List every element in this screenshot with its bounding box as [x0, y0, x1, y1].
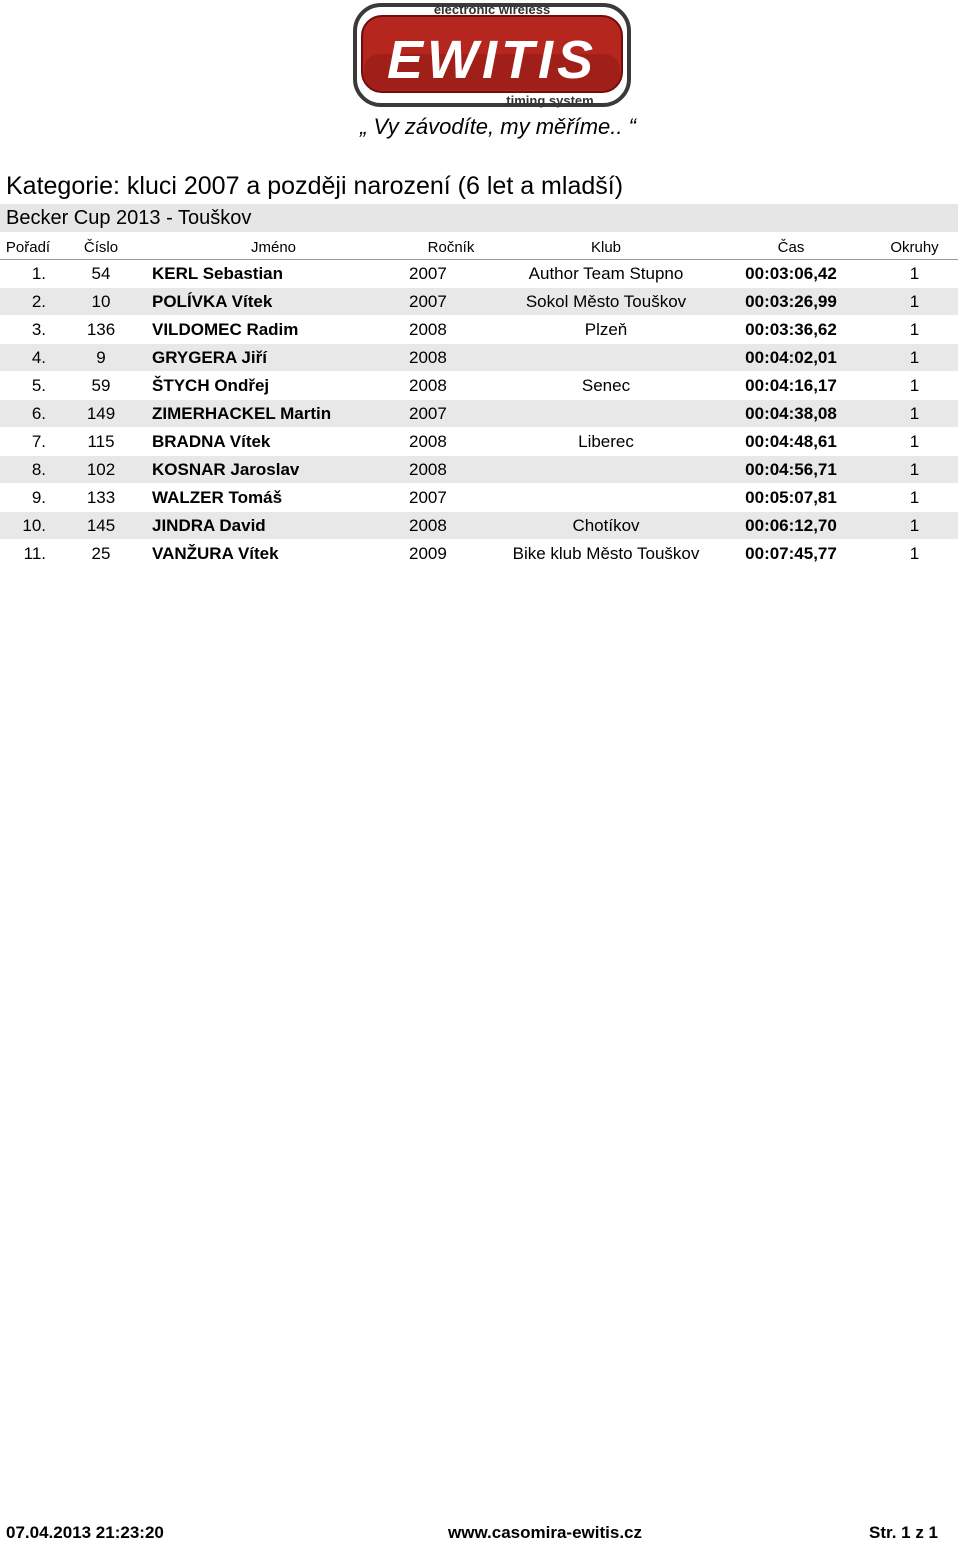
cell-rank: 2.: [0, 288, 56, 316]
cell-laps: 1: [871, 344, 958, 372]
cell-club: [501, 400, 711, 428]
cell-club: [501, 344, 711, 372]
cell-club: Author Team Stupno: [501, 260, 711, 288]
cell-name: GRYGERA Jiří: [146, 344, 401, 372]
cell-name: KOSNAR Jaroslav: [146, 456, 401, 484]
cell-name: ŠTYCH Ondřej: [146, 372, 401, 400]
cell-year: 2008: [401, 456, 501, 484]
cell-time: 00:04:02,01: [711, 344, 871, 372]
cell-rank: 5.: [0, 372, 56, 400]
logo-graphic: [352, 2, 632, 110]
cell-rank: 11.: [0, 540, 56, 568]
cell-rank: 10.: [0, 512, 56, 540]
event-title: Becker Cup 2013 - Touškov: [6, 207, 252, 229]
cell-rank: 7.: [0, 428, 56, 456]
cell-laps: 1: [871, 428, 958, 456]
cell-club: Senec: [501, 372, 711, 400]
footer-date: 07.04.2013 21:23:20: [6, 1523, 164, 1542]
header-number: Číslo: [56, 235, 146, 260]
cell-number: 133: [56, 484, 146, 512]
cell-laps: 1: [871, 260, 958, 288]
header-club: Klub: [501, 235, 711, 260]
cell-number: 9: [56, 344, 146, 372]
cell-laps: 1: [871, 316, 958, 344]
table-row: [0, 288, 958, 316]
cell-laps: 1: [871, 456, 958, 484]
logo-bottom-text: timing system: [506, 93, 594, 108]
cell-laps: 1: [871, 288, 958, 316]
cell-year: 2008: [401, 512, 501, 540]
cell-club: Liberec: [501, 428, 711, 456]
header-rank: Pořadí: [0, 235, 56, 260]
cell-rank: 1.: [0, 260, 56, 288]
cell-number: 115: [56, 428, 146, 456]
cell-time: 00:07:45,77: [711, 540, 871, 568]
cell-laps: 1: [871, 400, 958, 428]
header-time: Čas: [711, 235, 871, 260]
cell-number: 10: [56, 288, 146, 316]
page-footer: [0, 1523, 960, 1545]
table-header-row: [0, 235, 958, 260]
cell-name: WALZER Tomáš: [146, 484, 401, 512]
cell-club: Chotíkov: [501, 512, 711, 540]
cell-number: 136: [56, 316, 146, 344]
cell-year: 2007: [401, 484, 501, 512]
cell-time: 00:06:12,70: [711, 512, 871, 540]
table-row: [0, 540, 958, 568]
cell-number: 102: [56, 456, 146, 484]
cell-club: [501, 484, 711, 512]
cell-number: 54: [56, 260, 146, 288]
cell-name: ZIMERHACKEL Martin: [146, 400, 401, 428]
cell-rank: 8.: [0, 456, 56, 484]
footer-page-number: Str. 1 z 1: [869, 1523, 938, 1542]
cell-laps: 1: [871, 372, 958, 400]
cell-club: Plzeň: [501, 316, 711, 344]
cell-year: 2008: [401, 372, 501, 400]
logo-top-text: electronic wireless: [433, 2, 551, 17]
cell-number: 25: [56, 540, 146, 568]
cell-name: VANŽURA Vítek: [146, 540, 401, 568]
cell-year: 2007: [401, 400, 501, 428]
header-year: Ročník: [401, 235, 501, 260]
table-row: [0, 456, 958, 484]
cell-time: 00:03:26,99: [711, 288, 871, 316]
cell-rank: 3.: [0, 316, 56, 344]
cell-name: POLÍVKA Vítek: [146, 288, 401, 316]
cell-club: Bike klub Město Touškov: [501, 540, 711, 568]
cell-number: 59: [56, 372, 146, 400]
table-row: [0, 260, 958, 288]
cell-time: 00:04:56,71: [711, 456, 871, 484]
footer-website: www.casomira-ewitis.cz: [448, 1523, 642, 1542]
table-row: [0, 316, 958, 344]
cell-number: 149: [56, 400, 146, 428]
cell-rank: 6.: [0, 400, 56, 428]
cell-year: 2009: [401, 540, 501, 568]
cell-club: Sokol Město Touškov: [501, 288, 711, 316]
cell-name: JINDRA David: [146, 512, 401, 540]
table-row: [0, 484, 958, 512]
cell-rank: 9.: [0, 484, 56, 512]
results-body: [0, 260, 958, 568]
table-row: [0, 344, 958, 372]
cell-time: 00:04:16,17: [711, 372, 871, 400]
cell-name: BRADNA Vítek: [146, 428, 401, 456]
cell-time: 00:05:07,81: [711, 484, 871, 512]
header-name: Jméno: [146, 235, 401, 260]
logo-brand-text: EWITIS: [387, 30, 597, 90]
cell-year: 2008: [401, 344, 501, 372]
cell-name: VILDOMEC Radim: [146, 316, 401, 344]
cell-time: 00:04:48,61: [711, 428, 871, 456]
cell-name: KERL Sebastian: [146, 260, 401, 288]
cell-time: 00:03:36,62: [711, 316, 871, 344]
cell-number: 145: [56, 512, 146, 540]
ewitis-logo: [352, 2, 632, 110]
cell-laps: 1: [871, 540, 958, 568]
cell-year: 2007: [401, 260, 501, 288]
cell-year: 2008: [401, 428, 501, 456]
event-title-bar: [0, 204, 958, 232]
cell-club: [501, 456, 711, 484]
cell-time: 00:04:38,08: [711, 400, 871, 428]
table-row: [0, 400, 958, 428]
cell-rank: 4.: [0, 344, 56, 372]
results-table: [0, 235, 958, 568]
table-row: [0, 428, 958, 456]
cell-laps: 1: [871, 484, 958, 512]
cell-year: 2007: [401, 288, 501, 316]
slogan: „ Vy závodíte, my měříme.. “: [360, 114, 636, 139]
cell-time: 00:03:06,42: [711, 260, 871, 288]
table-row: [0, 512, 958, 540]
header-laps: Okruhy: [871, 235, 958, 260]
category-title: Kategorie: kluci 2007 a později narození (6 let a mladší): [6, 172, 624, 200]
cell-year: 2008: [401, 316, 501, 344]
cell-laps: 1: [871, 512, 958, 540]
table-row: [0, 372, 958, 400]
